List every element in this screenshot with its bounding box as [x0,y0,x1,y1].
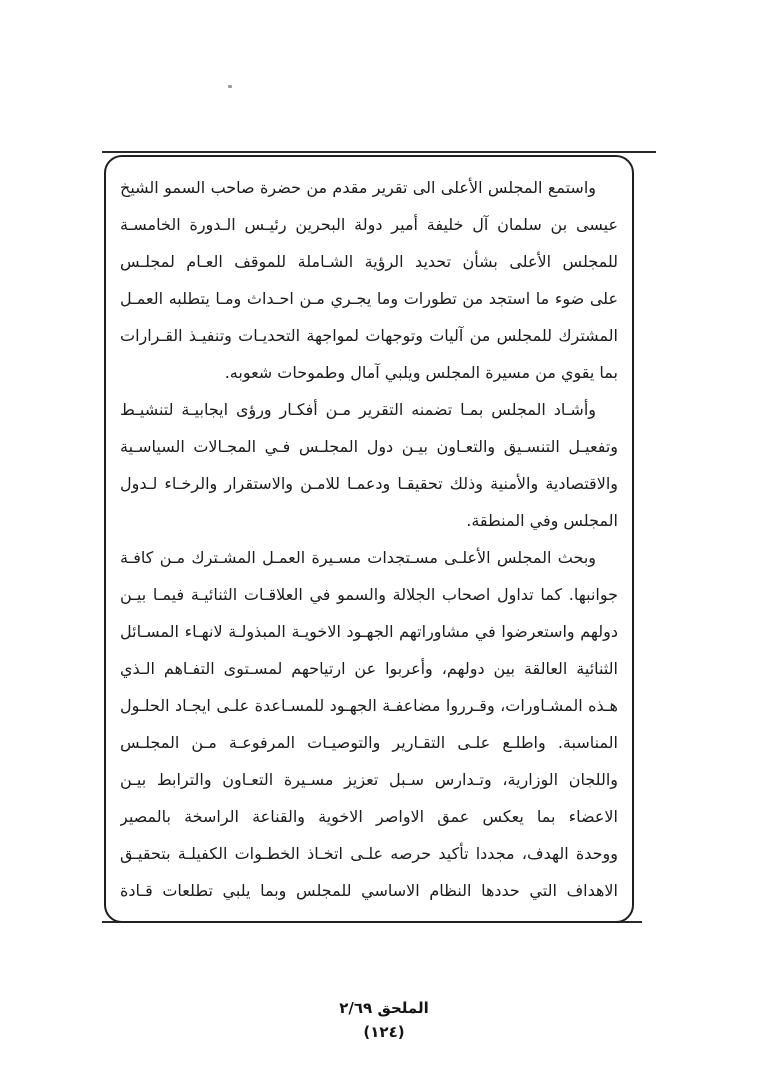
text-line: جوانبها. كما تداول اصحاب الجلالة والسمو في العلاقـات الثنائيـة فيمـا بيـن [120,585,618,604]
text-line: وأشـاد المجلس بمـا تضمنه التقرير مـن أفكـار ورؤى ايجابيـة لتنشيـط [120,400,596,419]
text-frame-border [104,155,634,923]
text-line: على ضوء ما استجد من تطورات وما يجـري مـن احـداث ومـا يتطلبه العمـل [120,289,618,308]
text-line: للمجلس الأعلى بشأن تحديد الرؤية الشـاملة للموقف العـام لمجلـس [120,252,618,271]
annex-label: الملحق ٢/٦٩ [339,999,429,1017]
text-line: المجلس وفي المنطقة. [466,511,618,530]
frame-top-line [102,151,656,153]
text-line: الاهداف التي حددها النظام الاساسي للمجلس وبما يلبي تطلعات قـادة [120,881,618,900]
text-line: وتفعيـل التنسـيق والتعـاون بيـن دول المجلـس فـي المجـالات السياسـية [120,437,618,456]
page-number: (١٢٤) [363,1023,405,1041]
text-line: عيسى بن سلمان آل خليفة أمير دولة البحرين رئيـس الـدورة الخامسـة [120,215,618,234]
text-line: المشترك للمجلس من آليات وتوجهات لمواجهة التحديـات وتنفيـذ القـرارات [120,326,618,345]
text-line: والاقتصادية والأمنية وذلك تحقيقـا ودعمـا للامـن والاستقرار والرخـاء لـدول [120,474,618,493]
text-line: ووحدة الهدف، مجددا تأكيد حرصه علـى اتخـاذ الخطـوات الكفيلـة بتحقيـق [120,844,618,863]
text-line: المناسبة. واطلـع علـى التقـارير والتوصيـات المرفوعـة مـن المجلـس [120,733,618,752]
text-line: واللجان الوزارية، وتـدارس سـبل تعزيز مسـيرة التعـاون والترابط بيـن [120,770,618,789]
page-footer [0,997,768,1044]
body-text [120,169,618,909]
text-line: بما يقوي من مسيرة المجلس ويلبي آمال وطموحات شعوبه. [224,363,618,382]
text-line: وبحث المجلس الأعلـى مسـتجدات مسـيرة العمـل المشـترك مـن كافـة [120,548,596,567]
text-line: واستمع المجلس الأعلى الى تقرير مقدم من حضرة صاحب السمو الشيخ [120,178,596,197]
text-line: الاعضاء بما يعكس عمق الاواصر الاخوية والقناعة الراسخة بالمصير [120,807,618,826]
text-line: هـذه المشـاورات، وقـرروا مضاعفـة الجهـود للمسـاعدة علـى ايجـاد الحلـول [120,696,618,715]
text-line: الثنائية العالقة بين دولهم، وأعربوا عن ارتياحهم لمسـتوى التفـاهم الـذي [120,659,618,678]
scan-speck [228,85,232,88]
text-line: دولهم واستعرضوا في مشاوراتهم الجهـود الاخويـة المبذولـة لانهـاء المسـائل [120,622,618,641]
